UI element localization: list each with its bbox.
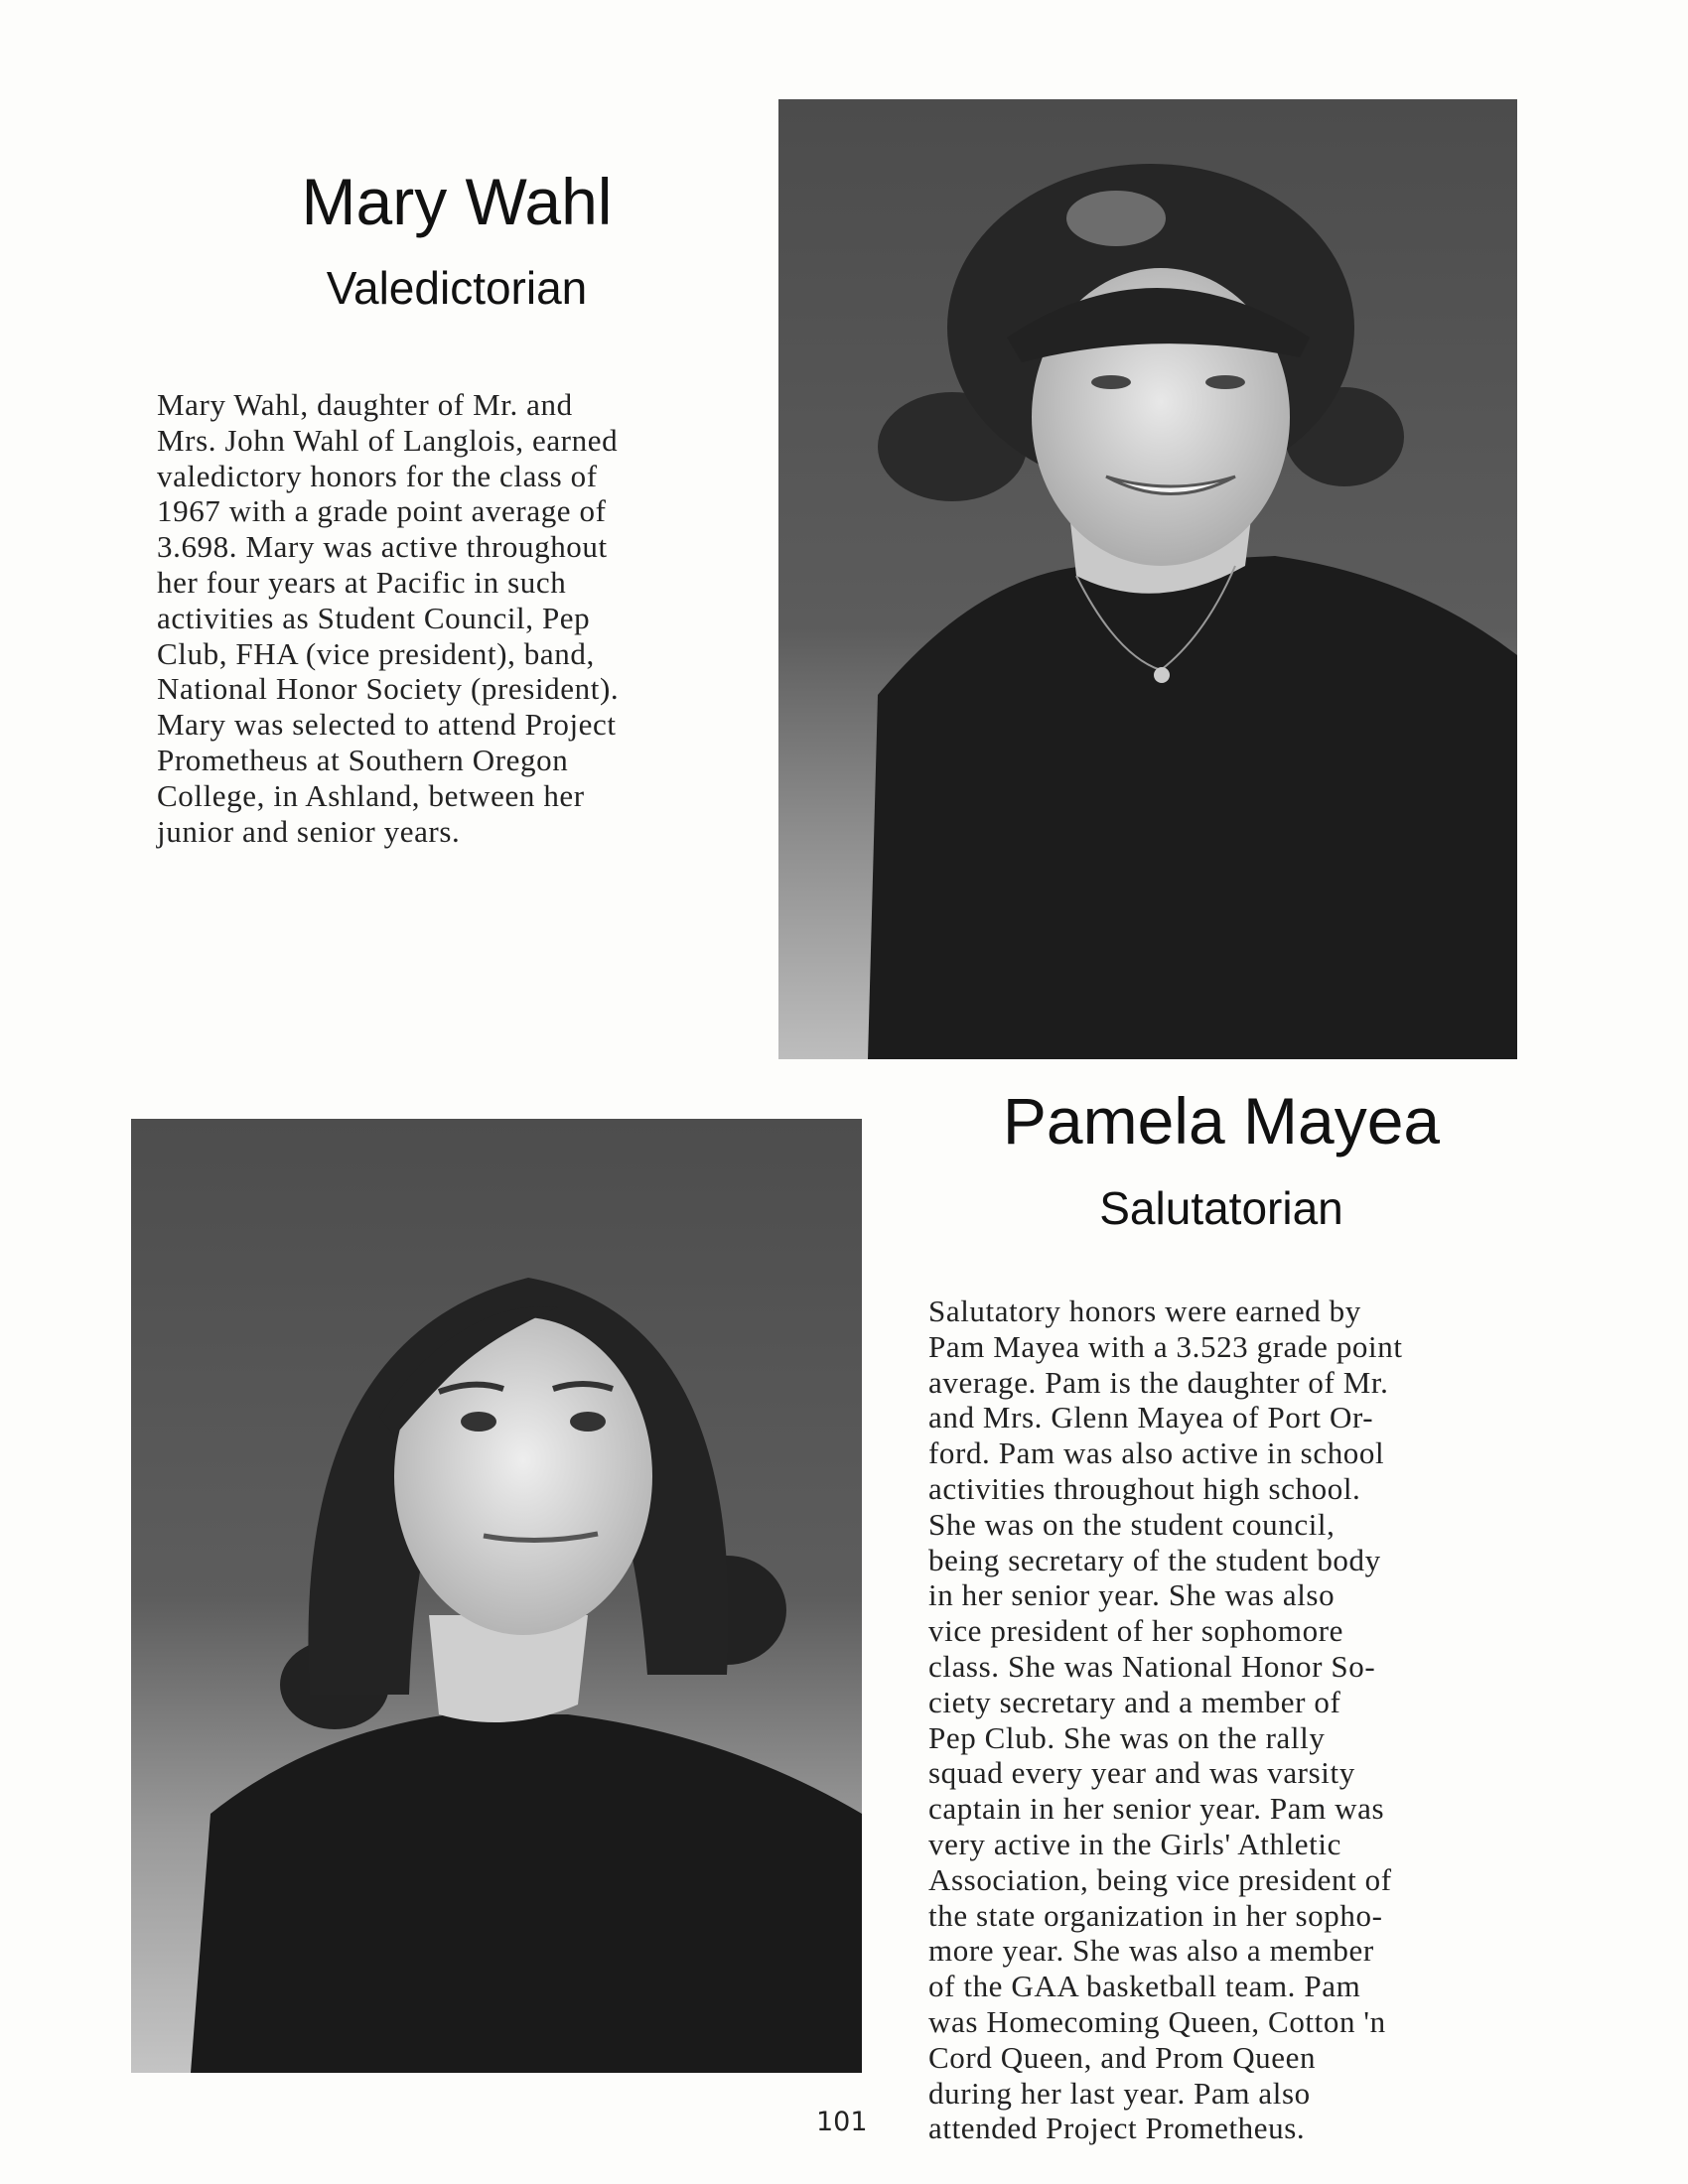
honoree-name: Mary Wahl xyxy=(301,165,613,238)
bio-line: class. She was National Honor So- xyxy=(928,1648,1376,1684)
portrait-photo-icon xyxy=(778,99,1517,1059)
bio-line: captain in her senior year. Pam was xyxy=(928,1791,1385,1827)
bio-line: valedictory honors for the class of xyxy=(157,458,598,493)
bio-line: during her last year. Pam also xyxy=(928,2075,1311,2111)
honoree-bio xyxy=(157,387,619,849)
page-number: 101 xyxy=(816,2107,868,2137)
portrait-photo-pamela-mayea xyxy=(131,1119,862,2073)
bio-line: was Homecoming Queen, Cotton 'n xyxy=(928,2003,1386,2039)
bio-line: She was on the student council, xyxy=(928,1506,1336,1542)
portrait-photo-mary-wahl xyxy=(778,99,1517,1059)
bio-line: attended Project Prometheus. xyxy=(928,2111,1306,2146)
bio-line: more year. She was also a member xyxy=(928,1933,1374,1969)
bio-line: Prometheus at Southern Oregon xyxy=(157,742,569,777)
bio-line: Pep Club. She was on the rally xyxy=(928,1719,1326,1755)
bio-line: College, in Ashland, between her xyxy=(157,777,585,813)
bio-line: Mary Wahl, daughter of Mr. and xyxy=(157,387,573,422)
bio-line: Cord Queen, and Prom Queen xyxy=(928,2039,1317,2075)
bio-line: National Honor Society (president). xyxy=(157,671,620,707)
bio-line: and Mrs. Glenn Mayea of Port Or- xyxy=(928,1400,1374,1435)
bio-line: squad every year and was varsity xyxy=(928,1755,1355,1791)
bio-line: junior and senior years. xyxy=(157,813,461,849)
honoree-name: Pamela Mayea xyxy=(1002,1084,1441,1158)
bio-line: being secretary of the student body xyxy=(928,1542,1381,1577)
bio-line: Mary was selected to attend Project xyxy=(157,707,617,743)
bio-line: Salutatory honors were earned by xyxy=(928,1294,1361,1328)
honoree-role: Valedictorian xyxy=(326,262,588,314)
bio-line: Pam Mayea with a 3.523 grade point xyxy=(928,1328,1403,1364)
honoree-bio xyxy=(928,1294,1403,2146)
bio-line: average. Pam is the daughter of Mr. xyxy=(928,1364,1389,1400)
bio-line: ciety secretary and a member of xyxy=(928,1684,1341,1719)
bio-line: 3.698. Mary was active throughout xyxy=(157,529,608,565)
honoree-role: Salutatorian xyxy=(1099,1182,1343,1234)
bio-line: Club, FHA (vice president), band, xyxy=(157,635,595,671)
bio-line: in her senior year. She was also xyxy=(928,1577,1336,1613)
bio-line: of the GAA basketball team. Pam xyxy=(928,1969,1361,2004)
bio-line: 1967 with a grade point average of xyxy=(157,493,607,529)
portrait-photo-icon xyxy=(131,1119,862,2073)
bio-line: activities as Student Council, Pep xyxy=(157,600,591,635)
bio-line: ford. Pam was also active in school xyxy=(928,1435,1385,1471)
bio-line: activities throughout high school. xyxy=(928,1470,1361,1506)
bio-line: her four years at Pacific in such xyxy=(157,564,567,600)
bio-line: Association, being vice president of xyxy=(928,1861,1392,1897)
bio-line: Mrs. John Wahl of Langlois, earned xyxy=(157,422,619,458)
bio-line: vice president of her sophomore xyxy=(928,1613,1344,1649)
bio-line: the state organization in her sopho- xyxy=(928,1897,1383,1933)
bio-line: very active in the Girls' Athletic xyxy=(928,1826,1341,1861)
